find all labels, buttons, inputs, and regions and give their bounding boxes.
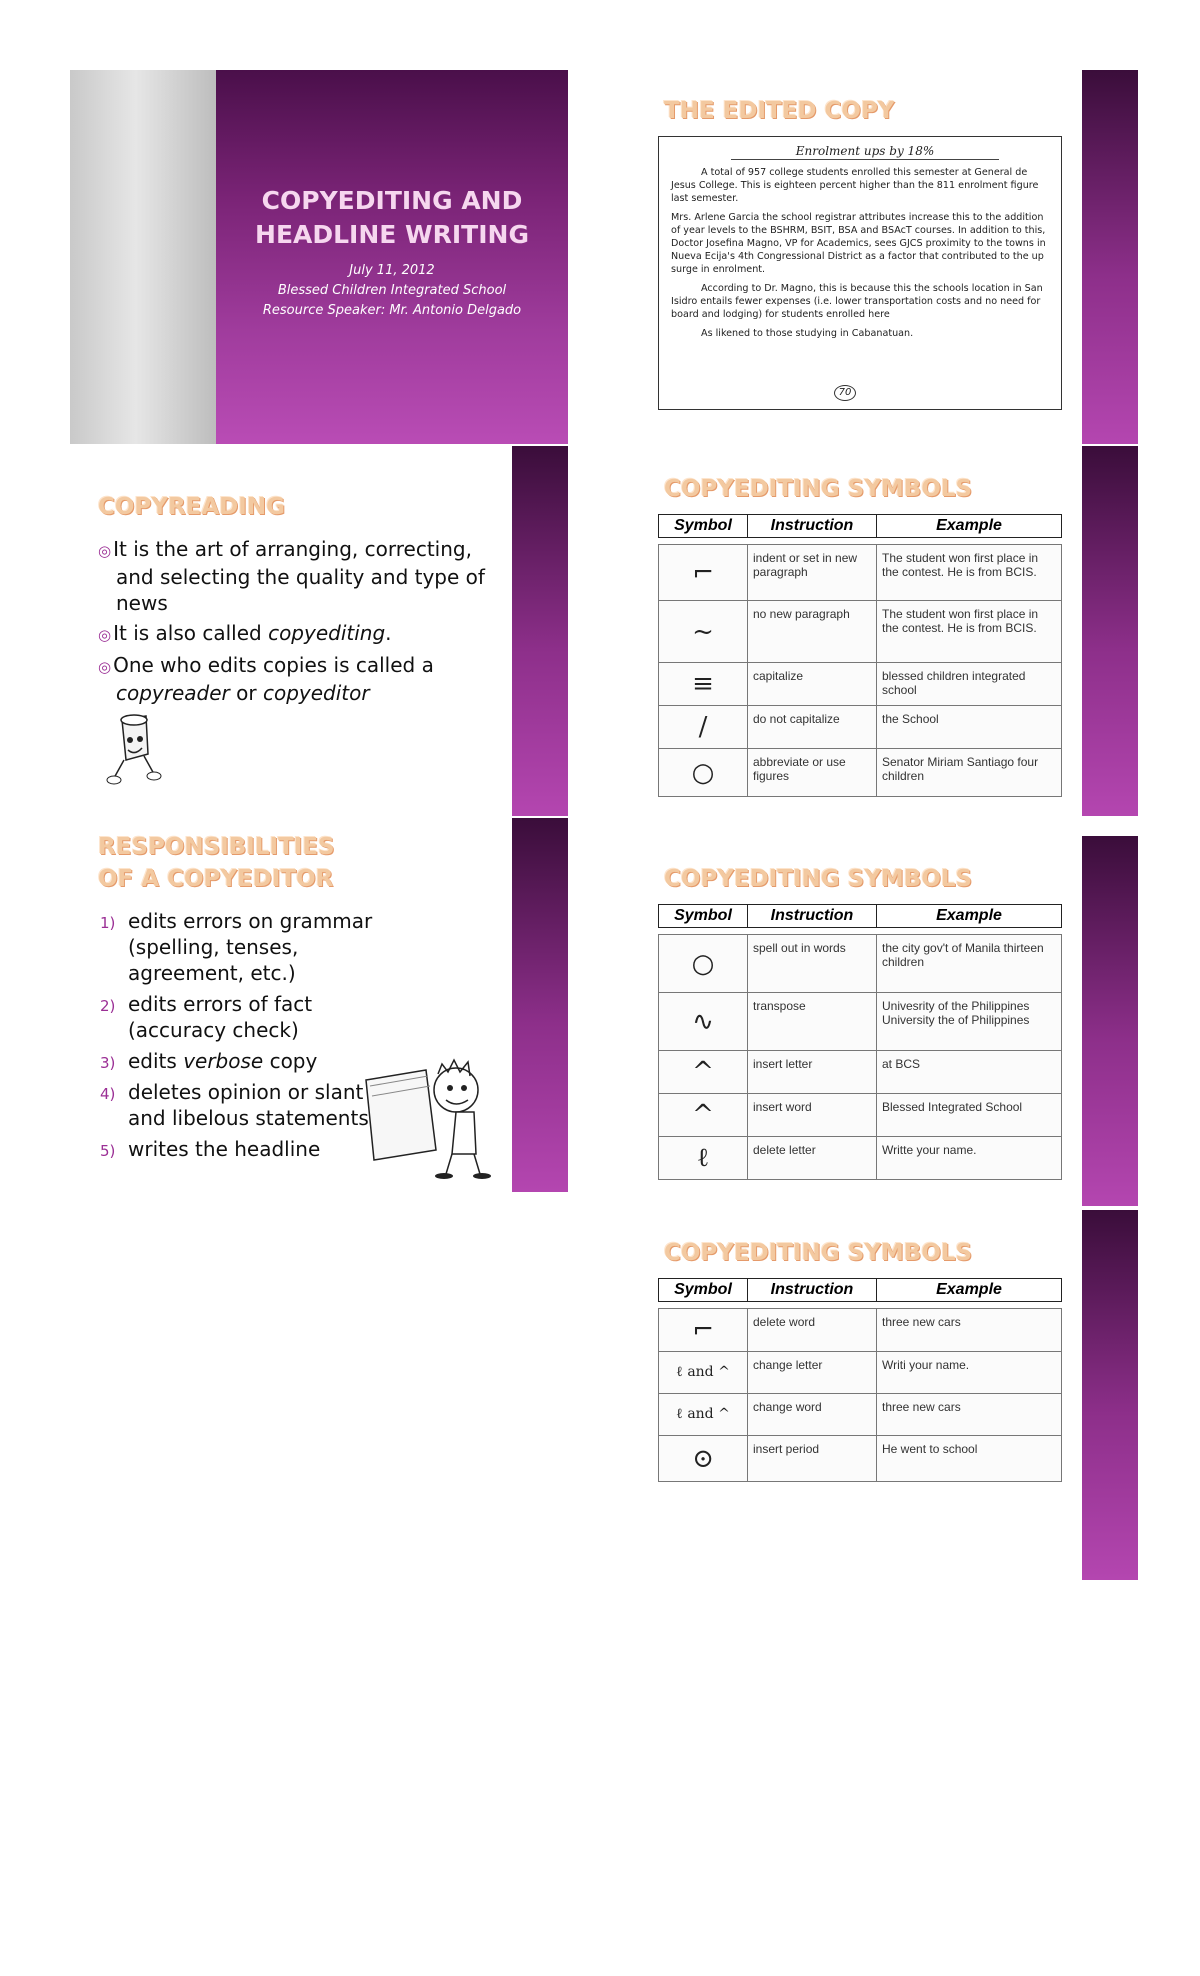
instruction-cell: delete letter <box>748 1137 877 1180</box>
instruction-cell: transpose <box>748 993 877 1051</box>
example-cell: blessed children integrated school <box>877 663 1062 706</box>
col-header-symbol: Symbol <box>659 1279 748 1302</box>
list-text: copy <box>263 1049 318 1073</box>
title-line-2: HEADLINE WRITING <box>255 220 529 249</box>
bullet-text: One who edits copies is called a <box>113 653 434 677</box>
list-number: 5) <box>100 1142 116 1160</box>
list-text: deletes opinion or slant and libelous statements <box>128 1080 369 1130</box>
table-row <box>659 706 1062 749</box>
example-cell: the city gov't of Manila thirteen children <box>877 935 1062 993</box>
instruction-cell: no new paragraph <box>748 601 877 663</box>
bullet-text: or <box>229 681 263 705</box>
copyreading-slide <box>70 446 568 816</box>
bullet-icon: ◎ <box>98 626 112 644</box>
slide-heading: COPYEDITING SYMBOLS <box>664 476 973 502</box>
instruction-cell: insert period <box>748 1436 877 1482</box>
symbols-slide-2 <box>650 836 1138 1206</box>
instruction-cell: spell out in words <box>748 935 877 993</box>
example-cell: Writi your name. <box>877 1352 1062 1394</box>
bullet-item <box>98 620 488 648</box>
table-row <box>659 1394 1062 1436</box>
symbol-cell: ℓ and ^ <box>659 1394 748 1436</box>
table-header-row <box>659 905 1062 928</box>
slide-accent-bar <box>1082 446 1138 816</box>
bullet-text: . <box>385 621 392 645</box>
bullet-emphasis: copyreader <box>116 681 230 705</box>
example-cell: He went to school <box>877 1436 1062 1482</box>
edited-copy-paragraph: According to Dr. Magno, this is because this the schools location in San Isidro entails fewer expenses (i.e. lower transportation costs and no need for board and lodging) for students enrolled here <box>671 283 1043 320</box>
edited-copy-paragraph: Mrs. Arlene Garcia the school registrar attributes increase this to the addition of year levels to the BSHRM, BSIT, BSA and BSAcT courses. In addition to this, Doctor Josefina Magno, VP for Academics, sees GJCS proximity to the towns in Nueva Ecija's 4th Congressional District as a factor that contributed to the up surge in enrolment. <box>671 212 1046 275</box>
symbol-cell: ^ <box>659 1051 748 1094</box>
list-text: edits <box>128 1049 184 1073</box>
symbol-cell: ○ <box>659 749 748 797</box>
col-header-symbol: Symbol <box>659 905 748 928</box>
responsibilities-list <box>100 908 400 1167</box>
table-row <box>659 993 1062 1051</box>
slide-accent-bar <box>512 818 568 1192</box>
copyreading-bullets <box>98 536 488 706</box>
slide-accent-bar <box>1082 1210 1138 1580</box>
bullet-icon: ◎ <box>98 542 112 560</box>
instruction-cell: change letter <box>748 1352 877 1394</box>
list-number: 4) <box>100 1085 116 1103</box>
table-row <box>659 749 1062 797</box>
instruction-cell: change word <box>748 1394 877 1436</box>
list-item <box>100 991 400 1043</box>
instruction-cell: insert word <box>748 1094 877 1137</box>
col-header-instruction: Instruction <box>748 515 877 538</box>
col-header-example: Example <box>877 515 1062 538</box>
bullet-emphasis: copyediting <box>268 621 386 645</box>
slide-accent-bar <box>1082 70 1138 444</box>
list-number: 1) <box>100 914 116 932</box>
symbol-cell: / <box>659 706 748 749</box>
example-cell: three new cars <box>877 1309 1062 1352</box>
symbol-cell: ⌐ <box>659 545 748 601</box>
symbols-slide-1 <box>650 446 1138 816</box>
table-row <box>659 545 1062 601</box>
list-item <box>100 1079 400 1131</box>
example-cell: at BCS <box>877 1051 1062 1094</box>
instruction-cell: do not capitalize <box>748 706 877 749</box>
title-line-1: COPYEDITING AND <box>261 186 523 215</box>
symbol-cell: ℓ <box>659 1137 748 1180</box>
table-row <box>659 1137 1062 1180</box>
symbol-cell: ○ <box>659 935 748 993</box>
symbol-cell: ^ <box>659 1094 748 1137</box>
symbol-cell: ≡ <box>659 663 748 706</box>
slide-heading-line-2: OF A COPYEDITOR <box>98 866 334 892</box>
edited-copy-document <box>658 136 1062 410</box>
symbol-cell: ∿ <box>659 993 748 1051</box>
symbol-cell: ~ <box>659 601 748 663</box>
list-item <box>100 908 400 986</box>
responsibilities-slide <box>70 818 568 1192</box>
bullet-emphasis: copyeditor <box>262 681 370 705</box>
bullet-item <box>98 536 488 616</box>
edited-copy-slide <box>650 70 1138 444</box>
col-header-example: Example <box>877 1279 1062 1302</box>
symbols-slide-3 <box>650 1210 1138 1580</box>
instruction-cell: indent or set in new paragraph <box>748 545 877 601</box>
bullet-icon: ◎ <box>98 658 112 676</box>
slide-heading: COPYREADING <box>98 494 285 520</box>
example-cell: Senator Miriam Santiago four children <box>877 749 1062 797</box>
example-cell: The student won first place in the contest. He is from BCIS. <box>877 601 1062 663</box>
table-header-row <box>659 515 1062 538</box>
table-row <box>659 601 1062 663</box>
edited-copy-headline: Enrolment ups by 18% <box>731 145 999 160</box>
list-number: 2) <box>100 997 116 1015</box>
symbol-cell: ℓ and ^ <box>659 1352 748 1394</box>
list-text: edits errors of fact (accuracy check) <box>128 992 313 1042</box>
title-school: Blessed Children Integrated School <box>277 283 507 298</box>
scroll-cartoon-icon <box>104 714 164 790</box>
list-text: writes the headline <box>128 1137 321 1161</box>
example-cell: Univesrity of the Philippines University the of Philippines <box>877 993 1062 1051</box>
page-mark: 70 <box>834 385 856 401</box>
col-header-instruction: Instruction <box>748 1279 877 1302</box>
table-row <box>659 935 1062 993</box>
symbol-cell: ⊙ <box>659 1436 748 1482</box>
bullet-text: It is also called <box>113 621 269 645</box>
edited-copy-paragraph: A total of 957 college students enrolled this semester at General de Jesus College. This is eighteen percent higher than the 811 enrolment figure last semester. <box>671 167 1039 204</box>
example-cell: Writte your name. <box>877 1137 1062 1180</box>
title-date: July 11, 2012 <box>349 263 435 278</box>
instruction-cell: delete word <box>748 1309 877 1352</box>
list-item <box>100 1136 400 1162</box>
table-row <box>659 1094 1062 1137</box>
symbols-table <box>658 514 1062 797</box>
title-speaker: Resource Speaker: Mr. Antonio Delgado <box>262 303 522 318</box>
list-number: 3) <box>100 1054 116 1072</box>
bullet-item <box>98 652 488 706</box>
title-gray-panel <box>70 70 216 444</box>
bullet-text: It is the art of arranging, correcting, and selecting the quality and type of news <box>113 537 485 615</box>
table-row <box>659 1436 1062 1482</box>
slide-heading: COPYEDITING SYMBOLS <box>664 866 973 892</box>
table-row <box>659 1352 1062 1394</box>
slide-heading: COPYEDITING SYMBOLS <box>664 1240 973 1266</box>
list-item <box>100 1048 400 1074</box>
symbols-table <box>658 904 1062 1180</box>
col-header-instruction: Instruction <box>748 905 877 928</box>
example-cell: The student won first place in the contest. He is from BCIS. <box>877 545 1062 601</box>
edited-copy-paragraph: As likened to those studying in Cabanatuan. <box>701 328 914 339</box>
col-header-example: Example <box>877 905 1062 928</box>
instruction-cell: capitalize <box>748 663 877 706</box>
editor-cartoon-icon <box>356 1050 516 1180</box>
example-cell: the School <box>877 706 1062 749</box>
title-slide <box>70 70 568 444</box>
example-cell: Blessed Integrated School <box>877 1094 1062 1137</box>
list-emphasis: verbose <box>183 1049 264 1073</box>
instruction-cell: insert letter <box>748 1051 877 1094</box>
table-row <box>659 1051 1062 1094</box>
table-header-row <box>659 1279 1062 1302</box>
slide-heading-line-1: RESPONSIBILITIES <box>98 834 335 860</box>
slide-heading: THE EDITED COPY <box>664 98 895 124</box>
example-cell: three new cars <box>877 1394 1062 1436</box>
symbol-cell: ⌐ <box>659 1309 748 1352</box>
col-header-symbol: Symbol <box>659 515 748 538</box>
slide-accent-bar <box>1082 836 1138 1206</box>
instruction-cell: abbreviate or use figures <box>748 749 877 797</box>
symbols-table <box>658 1278 1062 1482</box>
table-row <box>659 1309 1062 1352</box>
slide-accent-bar <box>512 446 568 816</box>
table-row <box>659 663 1062 706</box>
list-text: edits errors on grammar (spelling, tenses, agreement, etc.) <box>128 909 373 985</box>
